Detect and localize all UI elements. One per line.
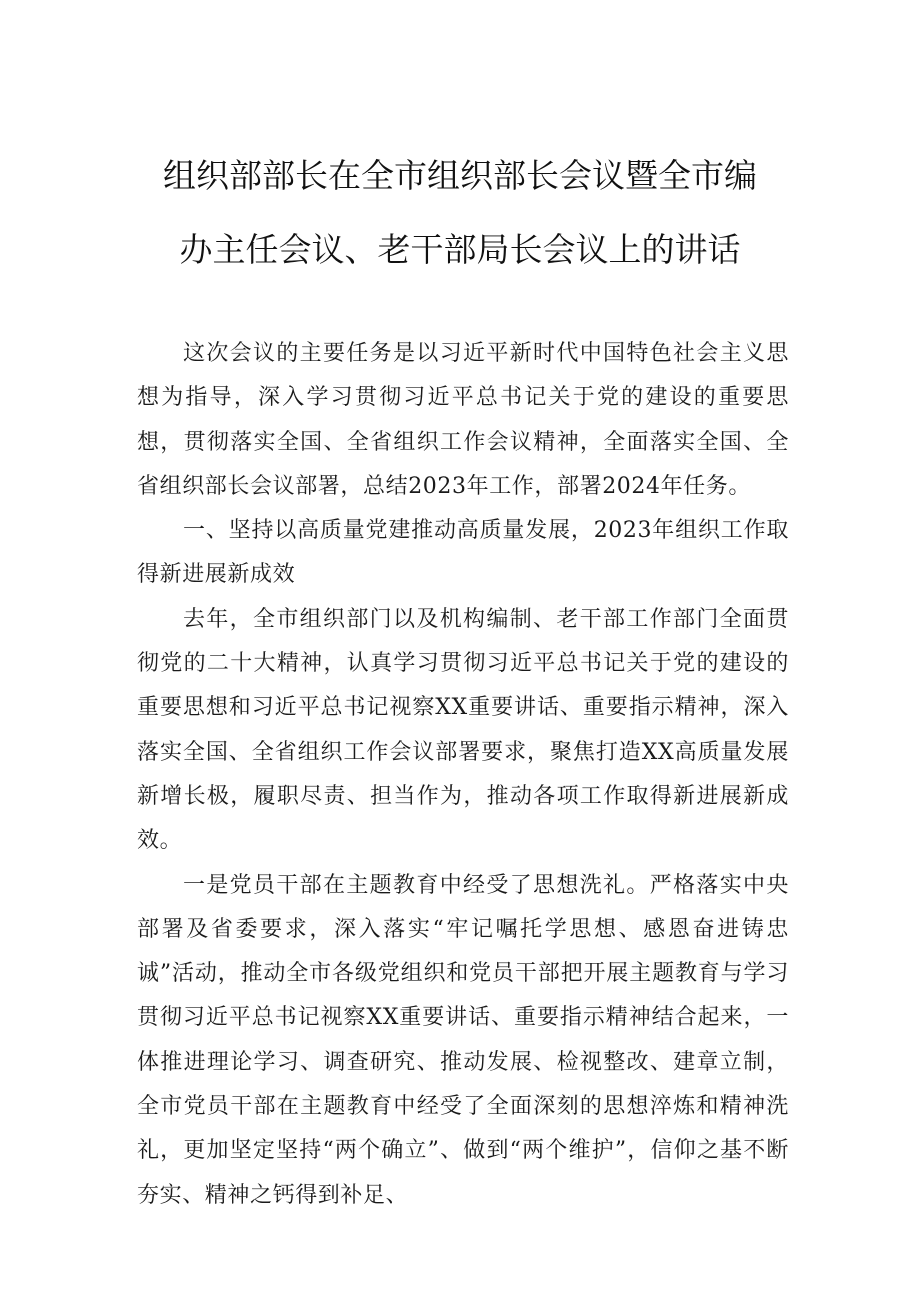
paragraph-intro: 这次会议的主要任务是以习近平新时代中国特色社会主义思想为指导，深入学习贯彻习近平总书记关于党的建设的重要思想，贯彻落实全国、全省组织工作会议精神，全面落实全国、全省组织部长会议部署，总结2023年工作，部署2024年任务。: [137, 341, 789, 499]
section-heading-1: 一、坚持以高质量党建推动高质量发展，2023年组织工作取得新进展新成效: [137, 518, 789, 588]
paragraph-last-year: 去年，全市组织部门以及机构编制、老干部工作部门全面贯彻党的二十大精神，认真学习贯彻习近平总书记关于党的建设的重要思想和习近平总书记视察XX重要讲话、重要指示精神，深入落实全国、全省组织工作会议部署要求，聚焦打造XX高质量发展新增长极，履职尽责、担当作为，推动各项工作取得新进展新成效。: [137, 606, 789, 854]
document-title-line-1: 组织部部长在全市组织部长会议暨全市编: [163, 156, 757, 195]
document-title-line-2: 办主任会议、老干部局长会议上的讲话: [179, 230, 741, 269]
paragraph-point-1: 一是党员干部在主题教育中经受了思想洗礼。严格落实中央部署及省委要求，深入落实“牢记嘱托学思想、感恩奋进铸忠诚”活动，推动全市各级党组织和党员干部把开展主题教育与学习贯彻习近平总书记视察XX重要讲话、重要指示精神结合起来，一体推进理论学习、调查研究、推动发展、检视整改、建章立制，全市党员干部在主题教育中经受了全面深刻的思想淬炼和精神洗礼，更加坚定坚持“两个确立”、做到“两个维护”，信仰之基不断夯实、精神之钙得到补足、: [137, 872, 789, 1208]
document-body: [137, 332, 789, 1218]
